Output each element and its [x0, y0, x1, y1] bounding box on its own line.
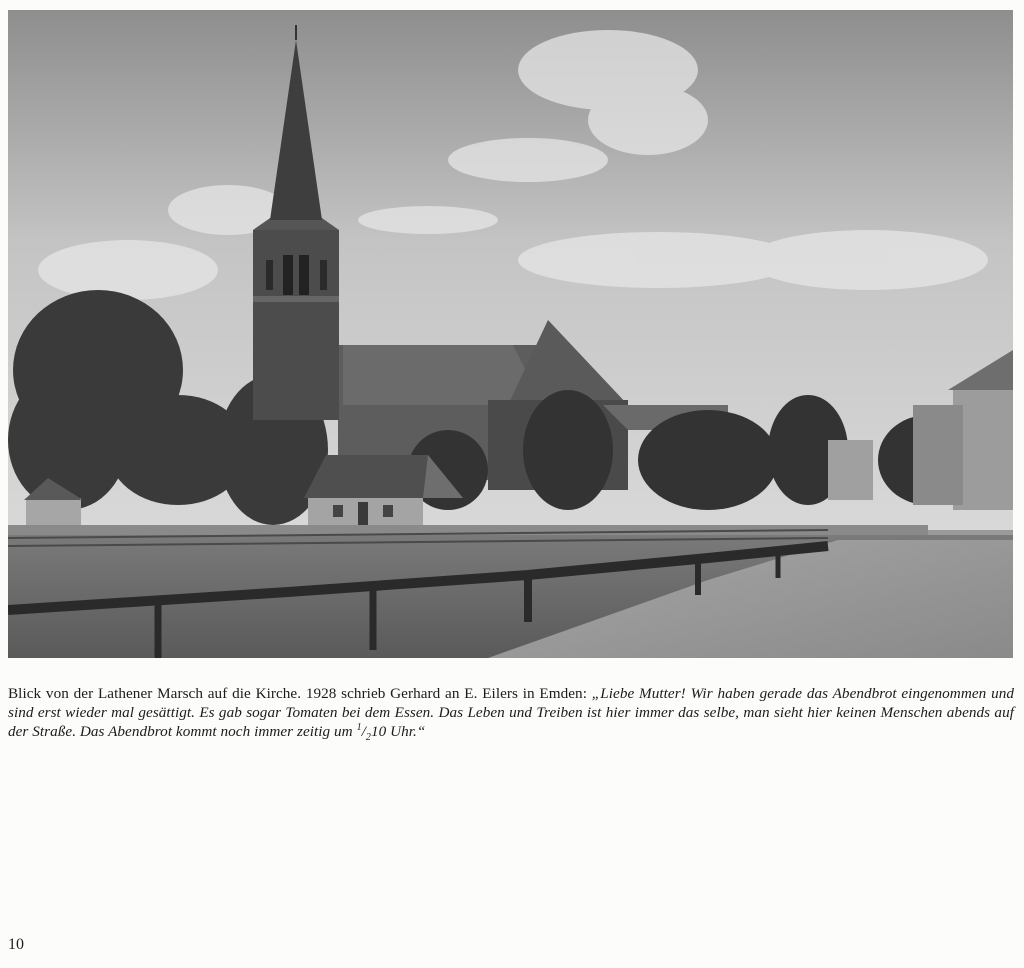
caption-quote: „Liebe Mutter! Wir haben gerade das Abendbrot eingenommen und sind erst wieder mal gesättigt. Es gab sogar Tomaten bei dem Essen. Das Leben und Treiben ist hier immer das selbe, man sieht hier keinen Menschen abends auf der Straße. Das Abendbrot kommt noch immer zeitig um $^1/_210$ Uhr.“	[8, 685, 1014, 744]
caption-quote-tail: 10 Uhr.“	[370, 723, 426, 740]
caption-quote-main: „Liebe Mutter! Wir haben gerade das Abendbrot eingenommen und sind erst wieder mal gesättigt. Es gab sogar Tomaten bei dem Essen. Das Leben und Treiben ist hier immer das selbe, man sieht hier keinen Menschen abends auf der Straße. Das Abendbrot kommt noch immer zeitig um	[8, 685, 1014, 740]
fraction-numerator: 1	[356, 721, 362, 733]
photo-caption	[8, 684, 1014, 744]
church-photograph	[8, 10, 1013, 658]
fraction-denominator: 2	[365, 732, 371, 744]
page-number: 10	[8, 936, 24, 953]
caption-lead: Blick von der Lathener Marsch auf die Kirche. 1928 schrieb Gerhard an E. Eilers in Emden:	[8, 685, 592, 702]
